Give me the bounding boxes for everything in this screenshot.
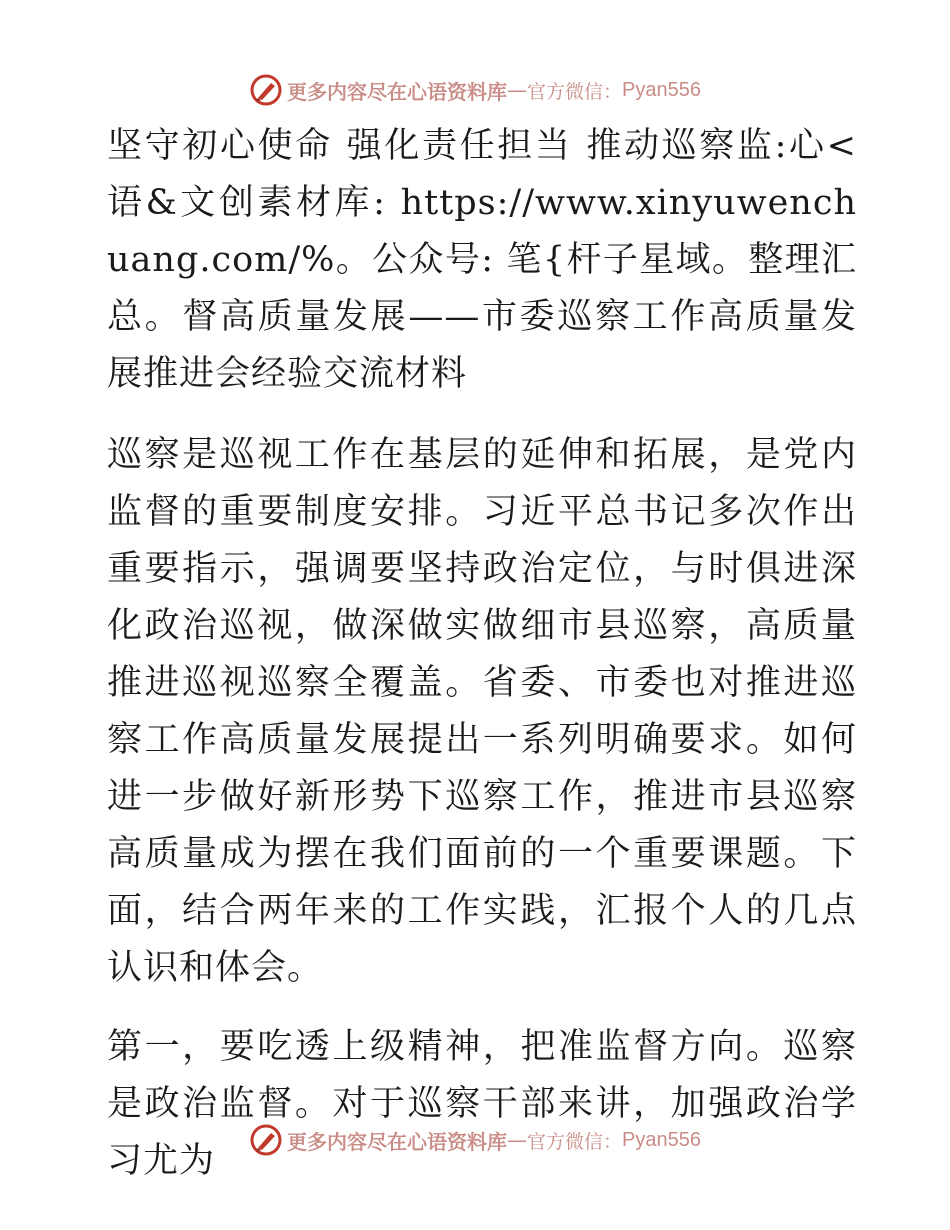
watermark-banner-bottom (0, 1120, 950, 1160)
watermark-label: 官方微信： (527, 80, 623, 103)
document-title: 坚守初心使命 强化责任担当 推动巡察监:心<语&文创素材库: https://www.xinyuwenchuang.com/%。公众号: 笔{杆子星域。整理汇总。督高质量发展——市委巡察工作高质量发展推进会经验交流材料 (107, 126, 857, 394)
watermark-label: 官方微信： (527, 1130, 623, 1153)
paragraph: 巡察是巡视工作在基层的延伸和拓展，是党内监督的重要制度安排。习近平总书记多次作出重要指示，强调要坚持政治定位，与时俱进深化政治巡视，做深做实做细市县巡察，高质量推进巡视巡察全覆盖。省委、市委也对推进巡察工作高质量发展提出一系列明确要求。如何进一步做好新形势下巡察工作，推进市县巡察高质量成为摆在我们面前的一个重要课题。下面，结合两年来的工作实践，汇报个人的几点认识和体会。 (107, 435, 857, 988)
watermark-text: 更多内容尽在心语资料库 (287, 1129, 507, 1154)
watermark-separator: — (507, 78, 527, 102)
watermark-wechat-id: Pyan556 (622, 1128, 701, 1151)
paragraph: 第一，要吃透上级精神，把准监督方向。巡察是政治监督。对于巡察干部来讲，加强政治学习尤为 (107, 1027, 857, 1181)
watermark-separator: — (507, 1128, 527, 1152)
watermark-banner-top (0, 70, 950, 110)
watermark-wechat-id: Pyan556 (622, 78, 701, 101)
pen-logo-icon (249, 1123, 283, 1157)
watermark-text: 更多内容尽在心语资料库 (287, 79, 507, 104)
document-body (97, 118, 857, 1212)
pen-logo-icon (249, 73, 283, 107)
